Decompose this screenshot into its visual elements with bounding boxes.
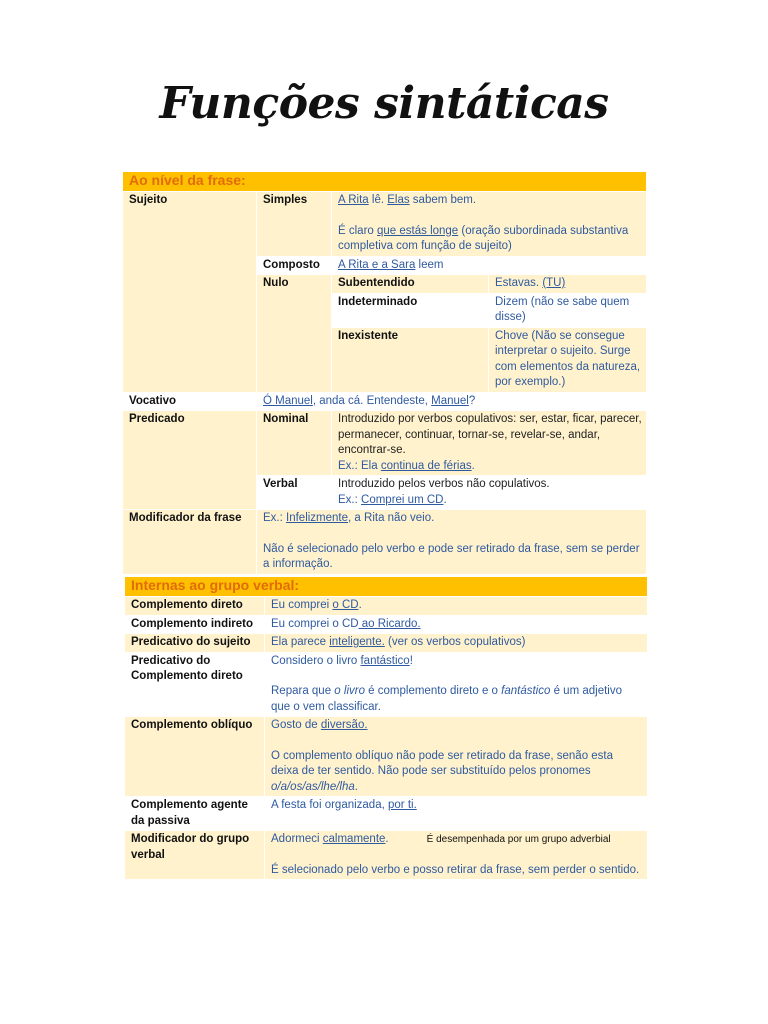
label-subentendido: Subentendido bbox=[332, 275, 489, 294]
row-label-predicado: Predicado bbox=[123, 411, 257, 510]
desc-nominal: Introduzido por verbos copulativos: ser, estar, ficar, parecer, permanecer, continuar, tornar-se, revelar-se, andar, encontrar-se. Ex.: Ela continua de férias. bbox=[332, 411, 647, 476]
row-label-ps: Predicativo do sujeito bbox=[125, 634, 265, 653]
sub-label-simples: Simples bbox=[257, 192, 332, 257]
example-ps: Ela parece inteligente. (ver os verbos copulativos) bbox=[265, 634, 648, 653]
table-frase bbox=[122, 171, 647, 575]
example-subentendido: Estavas. (TU) bbox=[489, 275, 647, 294]
label-inexistente: Inexistente bbox=[332, 327, 489, 392]
example-ci: Eu comprei o CD ao Ricardo. bbox=[265, 615, 648, 634]
label-indeterminado: Indeterminado bbox=[332, 293, 489, 327]
sub-label-composto: Composto bbox=[257, 256, 332, 275]
row-label-cap: Complemento agente da passiva bbox=[125, 797, 265, 831]
row-label-sujeito: Sujeito bbox=[123, 192, 257, 393]
table-header: Internas ao grupo verbal: bbox=[125, 577, 648, 597]
table-grupo-verbal bbox=[124, 576, 648, 880]
sub-label-nulo: Nulo bbox=[257, 275, 332, 393]
row-label-co: Complemento oblíquo bbox=[125, 717, 265, 797]
example-cd: Eu comprei o CD. bbox=[265, 597, 648, 616]
row-label-mgv: Modificador do grupo verbal bbox=[125, 831, 265, 880]
page-title: Funções sintáticas bbox=[159, 78, 609, 129]
table-header: Ao nível da frase: bbox=[123, 172, 647, 192]
example-mgv: Adormeci calmamente. É desempenhada por um grupo adverbial É selecionado pelo verbo e posso retirar da frase, sem perder o sentido. bbox=[265, 831, 648, 880]
example-indeterminado: Dizem (não se sabe quem disse) bbox=[489, 293, 647, 327]
side-note: É desempenhada por um grupo adverbial bbox=[426, 834, 611, 845]
example-composto: A Rita e a Sara leem bbox=[332, 256, 647, 275]
example-vocativo: Ó Manuel, anda cá. Entendeste, Manuel? bbox=[257, 392, 647, 411]
row-label-ci: Complemento indireto bbox=[125, 615, 265, 634]
row-label-cd: Complemento direto bbox=[125, 597, 265, 616]
example-cap: A festa foi organizada, por ti. bbox=[265, 797, 648, 831]
row-label-pcd: Predicativo do Complemento direto bbox=[125, 652, 265, 717]
desc-modificador-frase: Ex.: Infelizmente, a Rita não veio. Não é selecionado pelo verbo e pode ser retirado da frase, sem se perder a informação. bbox=[257, 510, 647, 575]
row-label-vocativo: Vocativo bbox=[123, 392, 257, 411]
row-label-modificador-frase: Modificador da frase bbox=[123, 510, 257, 575]
example-co: Gosto de diversão. O complemento oblíquo não pode ser retirado da frase, senão esta deixa de ter sentido. Não pode ser substituído pelos pronomes o/a/os/as/lhe/lha. bbox=[265, 717, 648, 797]
sub-label-nominal: Nominal bbox=[257, 411, 332, 476]
desc-verbal: Introduzido pelos verbos não copulativos. Ex.: Comprei um CD. bbox=[332, 476, 647, 510]
example-simples: A Rita lê. Elas sabem bem. É claro que estás longe (oração subordinada substantiva completiva com função de sujeito) bbox=[332, 192, 647, 257]
sub-label-verbal: Verbal bbox=[257, 476, 332, 510]
example-inexistente: Chove (Não se consegue interpretar o sujeito. Surge com elementos da natureza, por exemplo.) bbox=[489, 327, 647, 392]
example-pcd: Considero o livro fantástico! Repara que o livro é complemento direto e o fantástico é um adjetivo que o vem classificar. bbox=[265, 652, 648, 717]
